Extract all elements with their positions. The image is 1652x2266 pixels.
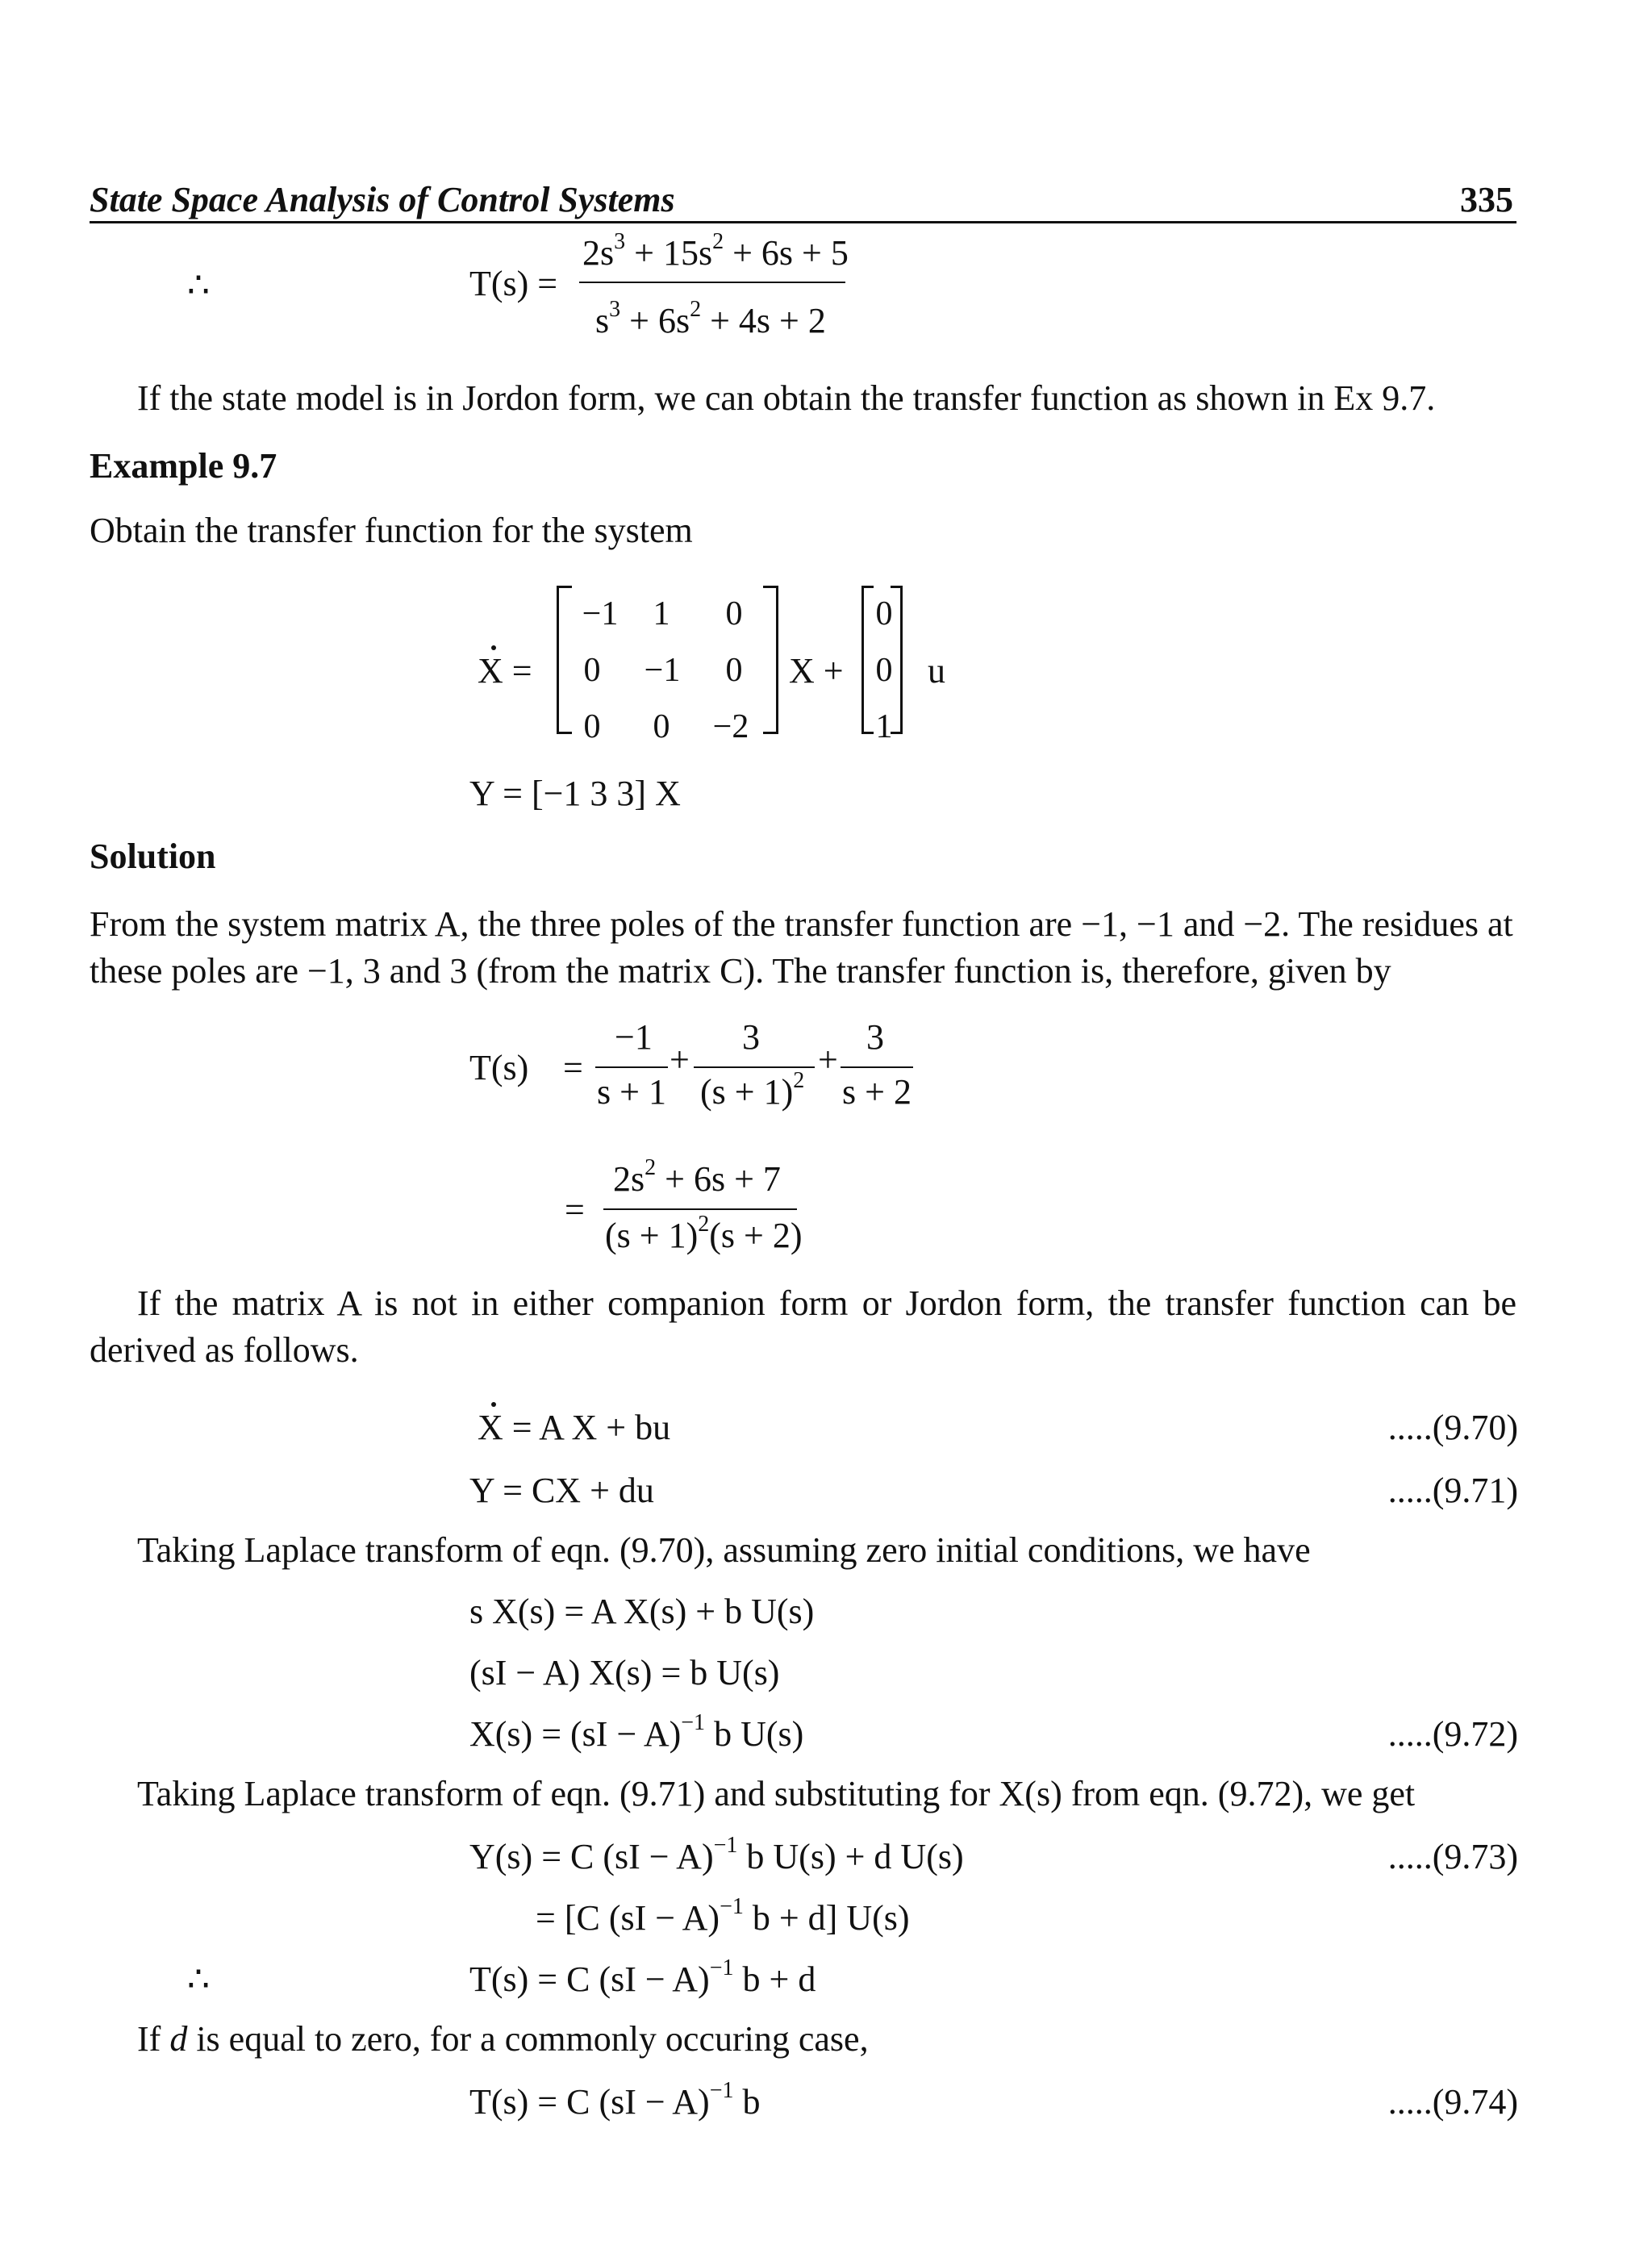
paragraph-laplace-1: Taking Laplace transform of eqn. (9.70), assuming zero initial conditions, we have — [137, 1530, 1311, 1570]
plus-sign: + — [818, 1040, 838, 1079]
term1-numerator: −1 — [615, 1017, 653, 1057]
tf-combined-bar — [603, 1208, 797, 1210]
plus-sign: + — [670, 1040, 690, 1079]
paragraph-jordon-form: If the state model is in Jordon form, we can obtain the transfer function as shown in Ex 9.7. — [137, 378, 1436, 418]
equation-number-9-72: .....(9.72) — [1387, 1714, 1518, 1754]
term1-bar — [595, 1066, 668, 1068]
x-dot — [491, 645, 496, 650]
laplace-step-2: (sI − A) X(s) = b U(s) — [469, 1653, 780, 1692]
fraction-bar — [579, 282, 845, 283]
matrix-a-right-bracket — [763, 586, 778, 734]
header-rule — [90, 221, 1516, 223]
tf-numerator: $2s^3 + 15s^2 + 6s + 5$ — [582, 229, 849, 273]
matrix-b-cell: 0 — [875, 652, 893, 689]
term2-denominator: $(s + 1)^2$ — [700, 1068, 805, 1112]
tf-denominator: $s^3 + 6s^2 + 4s + 2$ — [595, 297, 826, 340]
x-dot — [491, 1402, 496, 1407]
term3-bar — [841, 1066, 913, 1068]
matrix-b-cell: 0 — [875, 595, 893, 632]
matrix-a-cell: −1 — [582, 595, 619, 632]
therefore-symbol: ∴ — [187, 1959, 210, 1999]
input-u: u — [928, 651, 945, 691]
matrix-a-cell: 0 — [725, 595, 743, 632]
equation-9-70: X = A X + bu — [478, 1408, 671, 1447]
term2-numerator: 3 — [742, 1017, 760, 1057]
page-number: 335 — [1460, 180, 1513, 219]
matrix-a-cell: −2 — [712, 708, 749, 745]
equation-number-9-73: .....(9.73) — [1387, 1837, 1518, 1876]
solution-text-line1: From the system matrix A, the three poles of the transfer function are −1, −1 and −2. The residues at — [90, 904, 1513, 944]
matrix-a-cell: 0 — [725, 652, 743, 689]
equation-9-71: Y = CX + du — [469, 1471, 654, 1510]
term3-denominator: s + 2 — [842, 1072, 912, 1112]
tf-partial-equals: = — [563, 1048, 583, 1087]
matrix-a-cell: 1 — [653, 595, 670, 632]
running-header-title: State Space Analysis of Control Systems — [90, 180, 675, 219]
matrix-a-cell: 0 — [583, 652, 601, 689]
output-laplace-2: = [C (sI − A)$^{-1}$ b + d] U(s) — [536, 1894, 910, 1938]
example-heading: Example 9.7 — [90, 446, 277, 486]
output-equation: Y = [−1 3 3] X — [469, 774, 681, 813]
paragraph-laplace-2: Taking Laplace transform of eqn. (9.71) and substituting for X(s) from eqn. (9.72), we get — [137, 1774, 1416, 1813]
solution-text-line2: these poles are −1, 3 and 3 (from the matrix C). The transfer function is, therefore, given by — [90, 951, 1391, 991]
tf-combined-denominator: $(s + 1)^2(s + 2)$ — [605, 1212, 803, 1255]
term1-denominator: s + 1 — [597, 1072, 666, 1112]
paragraph-general-case-line2: derived as follows. — [90, 1330, 359, 1370]
matrix-b-cell: 1 — [875, 708, 893, 745]
equation-number-9-70: .....(9.70) — [1387, 1408, 1518, 1447]
tf-combined-equals: = — [565, 1190, 585, 1229]
state-eq-lhs: X = — [478, 651, 532, 691]
transfer-function-general: T(s) = C (sI − A)$^{-1}$ b + d — [469, 1955, 816, 1999]
transfer-function-final: T(s) = C (sI − A)$^{-1}$ b — [469, 2078, 761, 2122]
state-eq-mid: X + — [789, 651, 844, 691]
equation-number-9-74: .....(9.74) — [1387, 2082, 1518, 2122]
therefore-symbol: ∴ — [187, 265, 210, 305]
tf-lhs: T(s) = — [469, 264, 558, 303]
output-laplace-1: Y(s) = C (sI − A)$^{-1}$ b U(s) + d U(s) — [469, 1833, 964, 1876]
tf-partial-lhs: T(s) — [469, 1048, 529, 1087]
paragraph-general-case-line1: If the matrix A is not in either companion form or Jordon form, the transfer function can be — [137, 1283, 1516, 1323]
matrix-a-cell: −1 — [644, 652, 681, 689]
paragraph-d-zero: If d is equal to zero, for a commonly occuring case, — [137, 2019, 869, 2059]
equation-number-9-71: .....(9.71) — [1387, 1471, 1518, 1510]
laplace-step-1: s X(s) = A X(s) + b U(s) — [469, 1592, 815, 1631]
laplace-step-3: X(s) = (sI − A)$^{-1}$ b U(s) — [469, 1710, 804, 1754]
tf-combined-numerator: $2s^2 + 6s + 7$ — [613, 1155, 781, 1199]
example-prompt: Obtain the transfer function for the system — [90, 511, 693, 550]
term3-numerator: 3 — [866, 1017, 884, 1057]
matrix-a-cell: 0 — [653, 708, 670, 745]
matrix-a-cell: 0 — [583, 708, 601, 745]
solution-heading: Solution — [90, 837, 216, 876]
